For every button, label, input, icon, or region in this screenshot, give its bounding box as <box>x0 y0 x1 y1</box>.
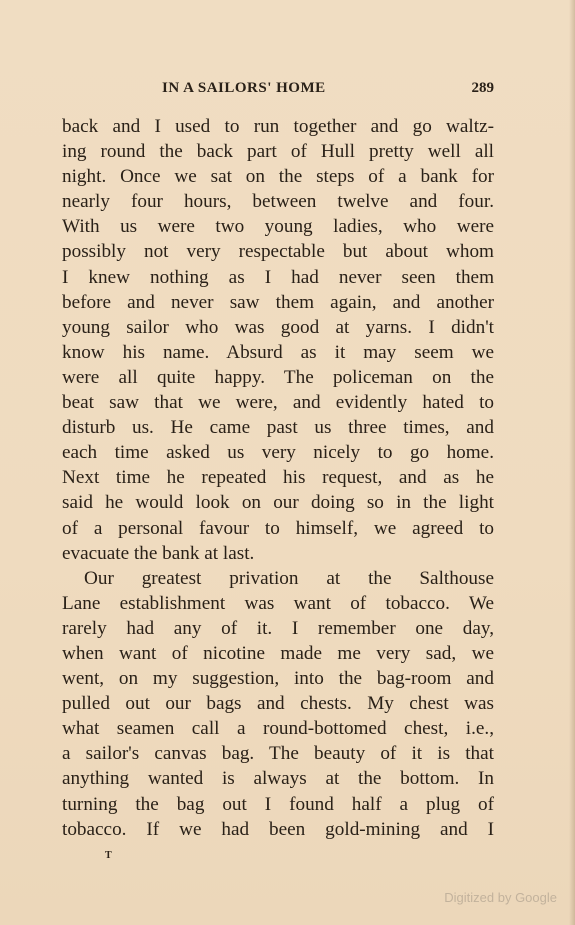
text-line: I knew nothing as I had never seen them <box>62 266 494 288</box>
page-number: 289 <box>471 80 494 96</box>
text-line: With us were two young ladies, who were <box>62 216 494 238</box>
paragraph-first-line: Our greatest privation at the Salthouse <box>84 567 494 589</box>
running-head: IN A SAILORS' HOME <box>162 80 326 96</box>
text-line: evacuate the bank at last. <box>62 542 255 564</box>
text-line: before and never saw them again, and another <box>62 291 494 313</box>
text-line: turning the bag out I found half a plug of <box>62 793 494 815</box>
text-line: were all quite happy. The policeman on the <box>62 366 494 388</box>
text-line: young sailor who was good at yarns. I didn't <box>62 316 494 338</box>
text-line: possibly not very respectable but about whom <box>62 241 494 263</box>
body-text <box>62 114 494 842</box>
text-line: Next time he repeated his request, and as he <box>62 467 494 489</box>
text-line: rarely had any of it. I remember one day, <box>62 617 494 639</box>
text-line: what seamen call a round-bottomed chest, i.e., <box>62 718 494 740</box>
text-line: Lane establishment was want of tobacco. We <box>62 592 494 614</box>
text-line: pulled out our bags and chests. My chest was <box>62 693 494 715</box>
text-line: night. Once we sat on the steps of a bank for <box>62 166 494 188</box>
text-line: beat saw that we were, and evidently hated to <box>62 392 494 414</box>
text-line: back and I used to run together and go waltz- <box>62 116 494 137</box>
text-line: each time asked us very nicely to go home. <box>62 442 494 464</box>
text-line: nearly four hours, between twelve and four. <box>62 191 494 213</box>
text-line: anything wanted is always at the bottom. In <box>62 768 494 790</box>
watermark: Digitized by Google <box>444 890 557 905</box>
page-edge-shadow <box>569 0 575 925</box>
text-line: when want of nicotine made me very sad, we <box>62 642 494 664</box>
text-line: know his name. Absurd as it may seem we <box>62 341 494 363</box>
signature-mark: T <box>105 850 112 861</box>
text-line: ing round the back part of Hull pretty well all <box>62 141 494 163</box>
text-line: disturb us. He came past us three times, and <box>62 417 494 439</box>
text-line: went, on my suggestion, into the bag-room and <box>62 668 494 690</box>
page-header <box>62 80 494 102</box>
text-line: said he would look on our doing so in the light <box>62 492 494 514</box>
text-line: a sailor's canvas bag. The beauty of it is that <box>62 743 494 765</box>
text-line: tobacco. If we had been gold-mining and I <box>62 818 494 840</box>
text-line: of a personal favour to himself, we agreed to <box>62 517 494 539</box>
